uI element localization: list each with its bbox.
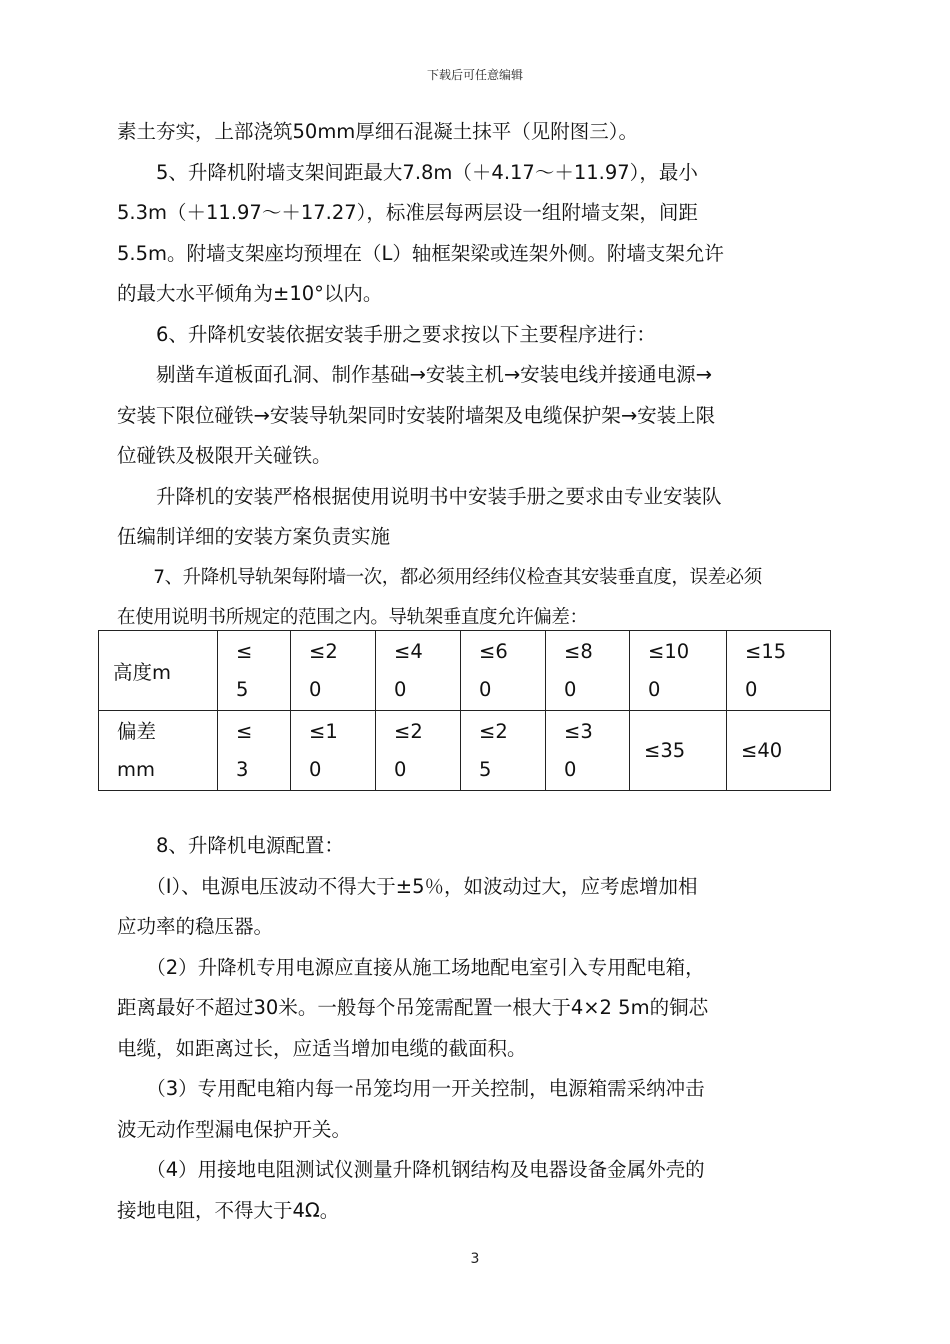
- paragraph: [117, 1069, 817, 1150]
- paragraph: [117, 355, 817, 477]
- body-text-lower: [117, 826, 817, 1231]
- table-cell: ≤1 0: [291, 711, 376, 791]
- text-line: 5.3m（＋11.97～＋17.27），标准层每两层设一组附墙支架，间距: [117, 201, 698, 224]
- paragraph: [117, 867, 817, 948]
- verticality-tolerance-table: [98, 630, 831, 791]
- paragraph: [117, 112, 817, 153]
- table-cell: ≤2 5: [461, 711, 546, 791]
- text-line: 7、升降机导轨架每附墙一次，都必须用经纬仪检查其安装垂直度，误差必须: [117, 566, 762, 588]
- table-cell: ≤8 0: [546, 631, 630, 711]
- table-row-label: 高度m: [99, 631, 218, 711]
- table-cell: ≤4 0: [376, 631, 461, 711]
- paragraph: [117, 153, 817, 315]
- table-cell: ≤40: [727, 711, 831, 791]
- text-line: 6、升降机安装依据安装手册之要求按以下主要程序进行：: [117, 322, 656, 346]
- paragraph: [117, 948, 817, 1070]
- table-row-label: 偏差 mm: [99, 711, 218, 791]
- text-line: 电缆，如距离过长，应适当增加电缆的截面积。: [117, 1036, 527, 1060]
- page-number: 3: [470, 1251, 480, 1267]
- table-cell: ≤ 5: [218, 631, 291, 711]
- text-line: （Ⅰ）、电源电压波动不得大于±5％，如波动过大，应考虑增加相: [117, 874, 698, 898]
- text-line: 剔凿车道板面孔洞、制作基础→安装主机→安装电线并接通电源→: [117, 363, 713, 386]
- paragraph: [117, 826, 817, 867]
- body-text-upper: [117, 112, 817, 639]
- text-line: 伍编制详细的安装方案负责实施: [117, 525, 391, 548]
- table-cell: ≤15 0: [727, 631, 831, 711]
- paragraph: [117, 315, 817, 356]
- table-cell: ≤2 0: [376, 711, 461, 791]
- table-cell: ≤3 0: [546, 711, 630, 791]
- table-row: [99, 631, 831, 711]
- text-line: 距离最好不超过30米。一般每个吊笼需配置一根大于4×2 5m的铜芯: [117, 996, 709, 1019]
- paragraph: [117, 1150, 817, 1231]
- page-header: 下载后可任意编辑: [426, 68, 523, 82]
- text-line: 在使用说明书所规定的范围之内。导轨架垂直度允许偏差：: [117, 607, 588, 628]
- table-cell: ≤35: [630, 711, 727, 791]
- text-line: 安装下限位碰铁→安装导轨架同时安装附墙架及电缆保护架→安装上限: [117, 403, 716, 427]
- text-line: 接地电阻，不得大于4Ω。: [117, 1198, 340, 1222]
- table-cell: ≤10 0: [630, 631, 727, 711]
- text-line: 8、升降机电源配置：: [117, 834, 344, 857]
- table-cell: ≤ 3: [218, 711, 291, 791]
- paragraph: [117, 558, 817, 639]
- table-cell: ≤2 0: [291, 631, 376, 711]
- text-line: 5.5m。附墙支架座均预埋在（L）轴框架梁或连架外侧。附墙支架允许: [117, 241, 724, 265]
- text-line: 位碰铁及极限开关碰铁。: [117, 444, 332, 467]
- text-line: （4）用接地电阻测试仪测量升降机钢结构及电器设备金属外壳的: [117, 1158, 705, 1181]
- paragraph: [117, 477, 817, 558]
- text-line: （3）专用配电箱内每一吊笼均用一开关控制，电源箱需采纳冲击: [117, 1077, 705, 1100]
- text-line: （2）升降机专用电源应直接从施工场地配电室引入专用配电箱，: [117, 955, 705, 979]
- table-cell: ≤6 0: [461, 631, 546, 711]
- text-line: 升降机的安装严格根据使用说明书中安装手册之要求由专业安装队: [117, 484, 722, 508]
- table-row: [99, 711, 831, 791]
- text-line: 的最大水平倾角为±10°以内。: [117, 282, 383, 305]
- text-line: 应功率的稳压器。: [117, 915, 274, 938]
- text-line: 素土夯实，上部浇筑50mm厚细石混凝土抹平（见附图三）。: [117, 120, 639, 143]
- text-line: 波无动作型漏电保护开关。: [117, 1117, 352, 1141]
- text-line: 5、升降机附墙支架间距最大7.8m（＋4.17～＋11.97），最小: [117, 160, 698, 184]
